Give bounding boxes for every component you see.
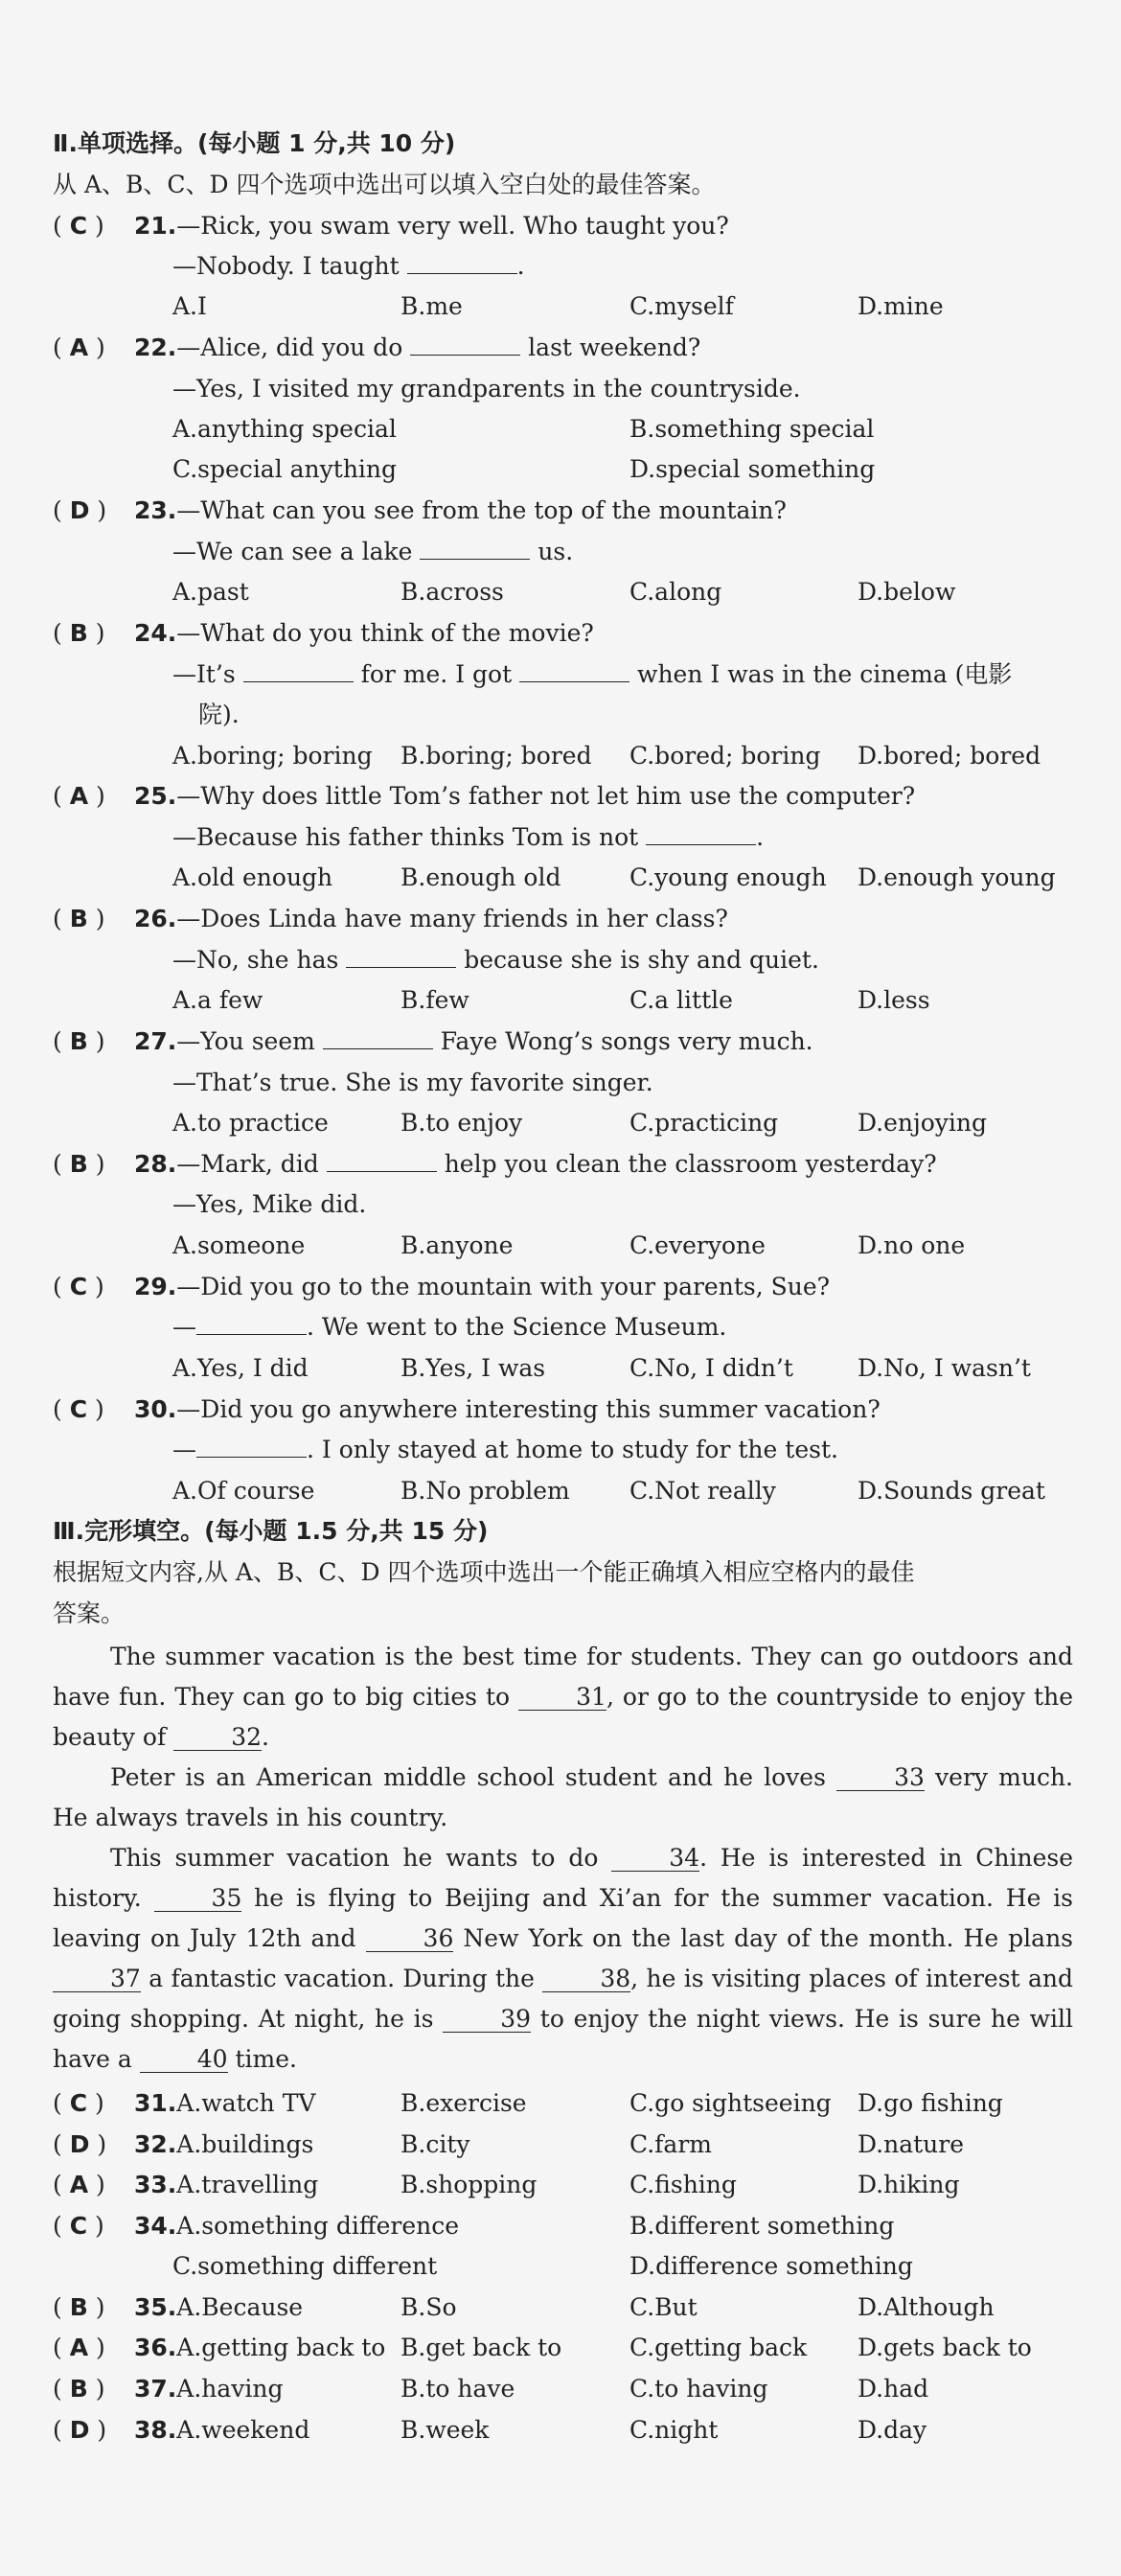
q23-line2: —We can see a lake us. bbox=[172, 538, 574, 565]
q24-stem: ( B ) 24.—What do you think of the movie? bbox=[53, 617, 594, 650]
option-b: B.across bbox=[400, 578, 504, 606]
option-d: D.Although bbox=[858, 2293, 995, 2321]
q29-stem: ( C ) 29.—Did you go to the mountain with your parents, Sue? bbox=[53, 1271, 830, 1303]
blank-32: 32 bbox=[173, 1725, 262, 1751]
option-b: B.No problem bbox=[400, 1477, 570, 1505]
option-b: B.me bbox=[400, 292, 463, 320]
option-a: A.to practice bbox=[172, 1109, 329, 1137]
option-c: C.Not really bbox=[629, 1477, 776, 1505]
passage-paragraph-3: This summer vacation he wants to do 34. He is interested in Chinese history. 35 he is flying to Beijing and Xi’an for the summer vacation. He is leaving on July 12th and 36 New York on the last day of the month. He plans 37 a fantastic vacation. During the 38, he is visiting places of interest and going shopping. At night, he is 39 to enjoy the night views. He is sure he will have a 40 time. bbox=[53, 1844, 1074, 2073]
option-d: D.mine bbox=[858, 292, 944, 320]
q25-stem: ( A ) 25.—Why does little Tom’s father not let him use the computer? bbox=[53, 780, 915, 813]
option-a: A.old enough bbox=[172, 863, 333, 891]
blank-34: 34 bbox=[611, 1846, 699, 1872]
q26-stem: ( B ) 26.—Does Linda have many friends in her class? bbox=[53, 903, 728, 935]
option-c: C.No, I didn’t bbox=[629, 1354, 793, 1382]
option-b: B.enough old bbox=[400, 863, 561, 891]
option-a: A.weekend bbox=[176, 2416, 310, 2444]
option-d: D.no one bbox=[858, 1231, 966, 1259]
option-d: D.gets back to bbox=[858, 2334, 1032, 2361]
option-c: C.night bbox=[629, 2416, 719, 2444]
option-c: C.along bbox=[629, 578, 722, 606]
option-a: A.buildings bbox=[176, 2130, 314, 2158]
blank bbox=[323, 1027, 433, 1049]
option-a: A.something difference bbox=[176, 2212, 460, 2240]
answer-mark: ( B ) bbox=[53, 2375, 105, 2403]
option-c: C.farm bbox=[629, 2130, 712, 2158]
blank-31: 31 bbox=[518, 1685, 606, 1711]
cq34: ( C ) 34.A.something difference bbox=[53, 2210, 459, 2242]
blank bbox=[196, 1436, 307, 1458]
blank-39: 39 bbox=[443, 2007, 531, 2033]
option-a: A.watch TV bbox=[176, 2089, 316, 2117]
cq32: ( D ) 32.A.buildings bbox=[53, 2128, 313, 2161]
blank bbox=[196, 1313, 307, 1335]
answer-mark: ( A ) bbox=[53, 334, 105, 361]
blank-35: 35 bbox=[154, 1886, 242, 1912]
q26-line2: —No, she has because she is shy and quiet. bbox=[172, 946, 819, 974]
question-line: —Rick, you swam very well. Who taught you? bbox=[176, 212, 729, 240]
blank-36: 36 bbox=[366, 1926, 454, 1952]
option-d: D.nature bbox=[858, 2130, 964, 2158]
option-b: B.to enjoy bbox=[400, 1109, 523, 1137]
option-c: C.bored; boring bbox=[629, 742, 821, 770]
option-c: C.myself bbox=[629, 292, 734, 320]
cq38: ( D ) 38.A.weekend bbox=[53, 2414, 309, 2447]
option-c: C.getting back bbox=[629, 2334, 808, 2361]
option-b: B.few bbox=[400, 986, 469, 1014]
option-c: C.everyone bbox=[629, 1231, 766, 1259]
option-a: A.Because bbox=[176, 2293, 304, 2321]
blank-40: 40 bbox=[140, 2047, 228, 2073]
option-d: D.Sounds great bbox=[858, 1477, 1045, 1505]
q22-stem: ( A ) 22.—Alice, did you do last weekend? bbox=[53, 332, 700, 364]
option-d: D.hiking bbox=[858, 2171, 960, 2198]
answer-mark: ( B ) bbox=[53, 619, 105, 647]
option-d: D.below bbox=[858, 578, 956, 606]
option-b: B.different something bbox=[629, 2212, 895, 2240]
option-b: B.city bbox=[400, 2130, 470, 2158]
option-b: B.to have bbox=[400, 2375, 515, 2403]
option-d: D.enjoying bbox=[858, 1109, 988, 1137]
q28-line2: —Yes, Mike did. bbox=[172, 1190, 367, 1218]
option-d: D.had bbox=[858, 2375, 929, 2403]
option-d: D.No, I wasn’t bbox=[858, 1354, 1031, 1382]
option-b: B.So bbox=[400, 2293, 457, 2321]
option-b: B.boring; bored bbox=[400, 742, 592, 770]
blank bbox=[243, 660, 354, 682]
option-b: B.get back to bbox=[400, 2334, 562, 2361]
option-a: A.having bbox=[176, 2375, 284, 2403]
option-d: D.difference something bbox=[629, 2252, 913, 2280]
answer-mark: ( C ) bbox=[53, 1395, 104, 1423]
answer-mark: ( B ) bbox=[53, 1150, 105, 1178]
passage-paragraph-2: Peter is an American middle school student and he loves 33 very much. He always travels in his country. bbox=[53, 1763, 1074, 1831]
option-a: A.travelling bbox=[176, 2171, 319, 2198]
blank bbox=[327, 1150, 437, 1172]
q25-line2: —Because his father thinks Tom is not . bbox=[172, 823, 765, 851]
option-a: A.I bbox=[172, 292, 207, 320]
option-b: B.something special bbox=[629, 415, 875, 443]
option-c: C.special anything bbox=[172, 455, 398, 483]
answer-mark: ( C ) bbox=[53, 212, 104, 240]
q24-line2: —It’s for me. I got when I was in the cinema (电影 bbox=[172, 660, 1013, 688]
option-a: A.Of course bbox=[172, 1477, 315, 1505]
blank-37: 37 bbox=[53, 1966, 141, 1992]
cq33: ( A ) 33.A.travelling bbox=[53, 2169, 318, 2201]
cq31: ( C ) 31.A.watch TV bbox=[53, 2087, 315, 2120]
q24-line3: 院). bbox=[198, 701, 240, 728]
answer-mark: ( D ) bbox=[53, 2130, 107, 2158]
q22-line2: —Yes, I visited my grandparents in the countryside. bbox=[172, 375, 801, 402]
option-c: C.practicing bbox=[629, 1109, 779, 1137]
option-b: B.week bbox=[400, 2416, 490, 2444]
section3-instruction-line1: 根据短文内容,从 A、B、C、D 四个选项中选出一个能正确填入相应空格内的最佳 bbox=[53, 1558, 915, 1586]
section2-instruction: 从 A、B、C、D 四个选项中选出可以填入空白处的最佳答案。 bbox=[53, 171, 716, 198]
option-c: C.a little bbox=[629, 986, 733, 1014]
section2-title: Ⅱ.单项选择。(每小题 1 分,共 10 分) bbox=[53, 129, 456, 157]
option-b: B.exercise bbox=[400, 2089, 527, 2117]
answer-mark: ( A ) bbox=[53, 2334, 105, 2361]
option-a: A.someone bbox=[172, 1231, 306, 1259]
q30-stem: ( C ) 30.—Did you go anywhere interesting this summer vacation? bbox=[53, 1393, 881, 1426]
answer-mark: ( C ) bbox=[53, 1273, 104, 1300]
answer-mark: ( C ) bbox=[53, 2089, 104, 2117]
answer-mark: ( D ) bbox=[53, 496, 107, 524]
option-a: A.past bbox=[172, 578, 249, 606]
q27-stem: ( B ) 27.—You seem Faye Wong’s songs very much. bbox=[53, 1025, 813, 1058]
section3-title: Ⅲ.完形填空。(每小题 1.5 分,共 15 分) bbox=[53, 1517, 489, 1545]
option-d: D.go fishing bbox=[858, 2089, 1003, 2117]
option-a: A.boring; boring bbox=[172, 742, 373, 770]
answer-mark: ( B ) bbox=[53, 1027, 105, 1055]
blank bbox=[519, 660, 629, 682]
option-d: D.bored; bored bbox=[858, 742, 1041, 770]
option-c: C.something different bbox=[172, 2252, 438, 2280]
q21-line2: —Nobody. I taught . bbox=[172, 252, 525, 280]
answer-mark: ( D ) bbox=[53, 2416, 107, 2444]
option-a: A.anything special bbox=[172, 415, 397, 443]
option-c: C.young enough bbox=[629, 863, 827, 891]
option-c: C.fishing bbox=[629, 2171, 737, 2198]
option-b: B.Yes, I was bbox=[400, 1354, 546, 1382]
cq37: ( B ) 37.A.having bbox=[53, 2373, 284, 2405]
option-c: C.to having bbox=[629, 2375, 768, 2403]
option-c: C.go sightseeing bbox=[629, 2089, 832, 2117]
option-b: B.shopping bbox=[400, 2171, 538, 2198]
option-a: A.a few bbox=[172, 986, 263, 1014]
passage-paragraph-1: The summer vacation is the best time for students. They can go outdoors and have fun. They can go to big cities to 31, or go to the countryside to enjoy the beauty of 32. bbox=[53, 1643, 1073, 1751]
question-number: 21. bbox=[134, 212, 177, 240]
cq36: ( A ) 36.A.getting back to bbox=[53, 2332, 385, 2364]
option-a: A.Yes, I did bbox=[172, 1354, 309, 1382]
option-d: D.special something bbox=[629, 455, 876, 483]
q30-line2: — . I only stayed at home to study for the test. bbox=[172, 1436, 838, 1463]
q27-line2: —That’s true. She is my favorite singer. bbox=[172, 1069, 653, 1096]
blank-33: 33 bbox=[836, 1765, 925, 1791]
q21-stem bbox=[53, 210, 729, 242]
option-d: D.enough young bbox=[858, 863, 1056, 891]
q29-line2: — . We went to the Science Museum. bbox=[172, 1313, 727, 1341]
q28-stem: ( B ) 28.—Mark, did help you clean the classroom yesterday? bbox=[53, 1148, 937, 1181]
blank bbox=[346, 946, 456, 968]
option-a: A.getting back to bbox=[176, 2334, 386, 2361]
option-d: D.day bbox=[858, 2416, 927, 2444]
blank bbox=[410, 334, 520, 356]
option-b: B.anyone bbox=[400, 1231, 514, 1259]
blank-38: 38 bbox=[542, 1966, 630, 1992]
option-c: C.But bbox=[629, 2293, 698, 2321]
blank bbox=[420, 538, 530, 560]
answer-mark: ( A ) bbox=[53, 782, 105, 810]
answer-mark: ( B ) bbox=[53, 2293, 105, 2321]
answer-mark: ( C ) bbox=[53, 2212, 104, 2240]
cq35: ( B ) 35.A.Because bbox=[53, 2291, 303, 2324]
blank bbox=[646, 823, 756, 845]
section3-instruction-line2: 答案。 bbox=[53, 1599, 126, 1627]
q23-stem: ( D ) 23.—What can you see from the top of the mountain? bbox=[53, 494, 787, 527]
option-d: D.less bbox=[858, 986, 930, 1014]
blank bbox=[407, 252, 517, 274]
answer-mark: ( B ) bbox=[53, 905, 105, 932]
answer-mark: ( A ) bbox=[53, 2171, 105, 2198]
